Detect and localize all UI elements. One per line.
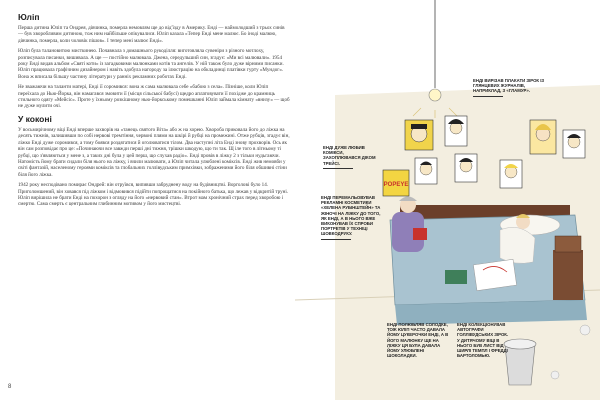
caption-sweets: ЕНДІ ПОЛЮБЛЯВ СОЛОДКЕ, ТОЖ ЮЛІП ЧАСТО ДАВАЛА ЙОМУ ЦУКЕРОЧКИ ЕНДІ, А В ЙОГО МАЛЮНКУ ЩЕ НА ЛІЖКУ ЦЯ БУЛА ДАВАЛА ЙОМУ УЛЮБЛЕНІ ШОКОЛАДКИ. [387, 322, 449, 359]
nightstand [553, 250, 583, 300]
poster-dick-tracy [405, 120, 433, 150]
poster-woman-5 [563, 130, 585, 158]
poster-man [415, 158, 437, 184]
paragraph-2: Юліп була талановитою мисткинею. Почавнала з домашнього рукоділля: виготовляла сувеніри з різного мотлоху, розписувала писанки, вишивала. А ще — постійно малювала. Джена, середульший син, згадує: «Ми всі малювали». 1954 року Енді видав альбом «Святі коти» із загадковими малюнками котів та ангелів. У ній також було дуже вірними писанки. Юліп працювала графічним дизайнером і навіть здобула нагороду за ілюстрацію на обкладинці платівки гурту «Мундог». Вона ж вписала більшу частину літератури у ранніх рекламних роботах Енді. [18, 48, 284, 80]
caption-ads: ЕНДІ ПЕРЕМАЛЬОВУВАВ РЕКЛАМНІ КОСМЕТИКИ «ХЕЛЕНА РУБІНШТЕЙН» ТА ЖІНОЧІ НА ЛІЖКУ ДО ТОГО, ЯК ЕНДІ, А В НЬОГО ВЖЕ ВИКОНУВАВ ЇХ СПРОБИ ПОРТРЕТІВ У ТЕХНІЦІ ШОВКОДРУКУ. [321, 195, 385, 240]
paper-ball [551, 371, 559, 379]
poster-woman-1 [445, 116, 467, 146]
paragraph-1: Перша дитина Юліп та Ондрея, дівчинка, померла немовлям ще до від'їзду в Америку. Енді — наймолодший з трьох синів — був хворобливим дитиною, тож ним найбільше опікувалися. Юліп казала «Тепер Енді мене малює. Бо іноді малюю, дівчинка, померла, коли чоловік пішов». І тепер мені малює Енді». [18, 25, 285, 44]
paragraph-5: 1942 року несподівано помирає Ондрей: він отруївся, випивши забруднену воду на будівництві. Ворголові було 14. Приголомшений, він ховався під ліжком і відмовився підійти попрощатися на покійного батька, що лежав у відкритій труні. Юліп вирішила не брати Енді на похорон з огляду на його «нервовий стан». Втрот мам хронічний страх перед хворобою і смертю. Сама смерть є центральним глибинним мотивом у його мистецтві. [18, 182, 289, 208]
section-title-julia: Юліп [18, 12, 40, 22]
article-column [18, 12, 290, 212]
paragraph-4: У восьмирічному віці Енді вперше захворів на «танець святого Віта» або ж на хорею. Хвороба приковала його до ліжка на десять тижнів, залишивши по собі нервові тремтіння, червоні плями на шкірі й рубці на промежині. Отже рубців, згадує він, ліжко Енді дуже соромився, а тому боявся роздягатися й оголюватися тілом. Два наступні літа Енді знову прохворів. Ось як він сам розповідає про це: «Починаючи все завжди перші дні тижня, трішки шкодую, що ти так. Щ іле того в літньому ті рубці, що з'являються у мене з, а таких дні була у цей перш, що слухав радіо». Енді провів в ліжку 2 з тільки нудьгаючи. Натомість йому брати сидали біля нього на ліжку, і вчили малювати, а Юліп читала улюблені коміксів. Енді жив немовби у світі фантазій, населеному героями коміксів та глобальних голлівудським примхівки, зображеними його біля обшивні стіни біля його ліжка. [18, 126, 290, 178]
poster-woman-4 [500, 160, 522, 188]
caption-comics: ЕНДІ ДУЖЕ ЛЮБИВ КОМІКСИ, ЗАХОПЛЮВАВСЯ ДІКОМ ТРЕЙСІ. [323, 145, 379, 169]
poster-woman-2 [530, 120, 556, 154]
caption-autographs: ЕНДІ КОЛЕКЦІОНУВАВ АВТОГРАФИ ГОЛЛІВУДСЬКИХ ЗІРОК. У ДИТЯЧОМУ ВІЦІ В НЬОГО БУВ ЛИСТ ВІД ШИРЛІ ТЕМПЛ І ФРЕДДІ БАРТОЛОМЬЮ. [457, 322, 509, 359]
svg-text:POPEYE: POPEYE [383, 182, 409, 188]
paragraph-3: Не зважаючи на таланти матері, Енді її соромився: вона ж сама малювала себе «бабою з села». Пізніше, коли Юліп переїхала до Нью-Йорка, він намагався змовити її (місця сільської бабусі) щедро аплатовувати її похідже до крамниць стильного одягу «Мейсіс». Проте у їхньому розкішному нью-йоркському помешканні Юліп займала кімнату «внизу» — щоб не дуже мулити очі. [18, 84, 290, 110]
poster-woman-3 [455, 154, 477, 182]
page-number: 8 [8, 384, 12, 390]
caption-posters: ЕНДІ ВИРІЗАВ ПЛАКАТИ ЗІРОК ІЗ ГЛЯНЦЕВИХ ЖУРНАЛІВ, НАПРИКЛАД, З «ГЛАМУР». [473, 78, 549, 97]
radio-icon [555, 236, 581, 252]
illustration-bedroom [295, 0, 600, 400]
bulb-icon [429, 89, 441, 101]
drawing-paper [473, 259, 516, 290]
poster-popeye [383, 170, 409, 196]
paper-ball [580, 325, 590, 335]
candy-box [445, 270, 467, 284]
section-title-cocoon: У коконі [18, 113, 52, 124]
